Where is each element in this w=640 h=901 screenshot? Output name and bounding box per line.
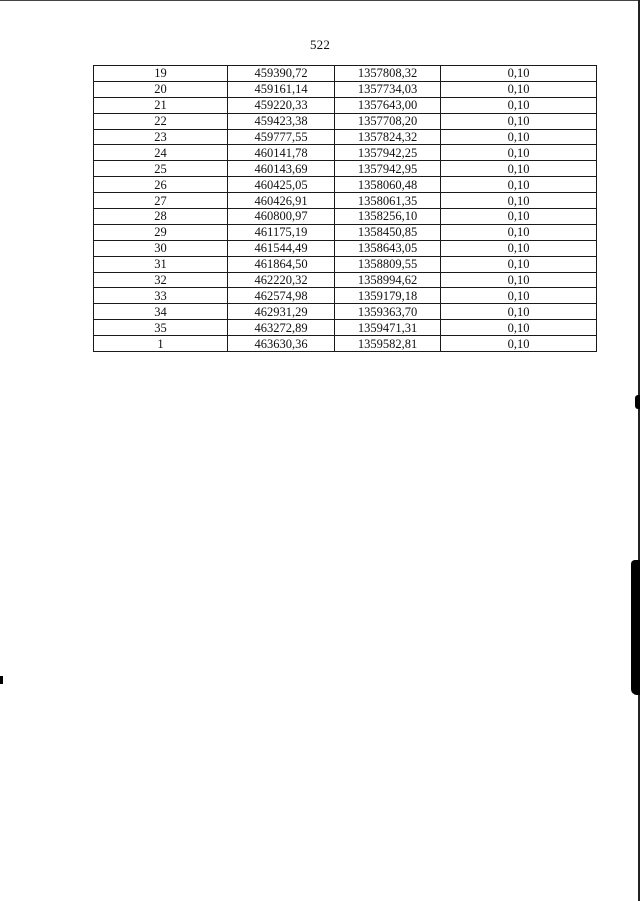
x-coordinate-cell: 459423,38 <box>228 113 335 129</box>
accuracy-cell: 0,10 <box>441 209 597 225</box>
table-row <box>94 288 597 304</box>
accuracy-cell: 0,10 <box>441 113 597 129</box>
table-row <box>94 320 597 336</box>
table-row <box>94 240 597 256</box>
accuracy-cell: 0,10 <box>441 177 597 193</box>
point-number-cell: 27 <box>94 193 228 209</box>
y-coordinate-cell: 1357824,32 <box>335 129 441 145</box>
y-coordinate-cell: 1358256,10 <box>335 209 441 225</box>
accuracy-cell: 0,10 <box>441 129 597 145</box>
point-number-cell: 33 <box>94 288 228 304</box>
table-row <box>94 193 597 209</box>
accuracy-cell: 0,10 <box>441 288 597 304</box>
y-coordinate-cell: 1359582,81 <box>335 336 441 352</box>
y-coordinate-cell: 1357708,20 <box>335 113 441 129</box>
y-coordinate-cell: 1357942,95 <box>335 161 441 177</box>
table-row <box>94 66 597 82</box>
x-coordinate-cell: 461544,49 <box>228 240 335 256</box>
point-number-cell: 31 <box>94 256 228 272</box>
point-number-cell: 26 <box>94 177 228 193</box>
page-number: 522 <box>309 37 331 52</box>
scan-artifact-blot <box>631 560 640 695</box>
point-number-cell: 20 <box>94 81 228 97</box>
table-row <box>94 256 597 272</box>
x-coordinate-cell: 461175,19 <box>228 224 335 240</box>
scan-artifact-left-mark <box>0 676 3 684</box>
point-number-cell: 35 <box>94 320 228 336</box>
accuracy-cell: 0,10 <box>441 336 597 352</box>
y-coordinate-cell: 1358809,55 <box>335 256 441 272</box>
accuracy-cell: 0,10 <box>441 66 597 82</box>
coordinates-table-body <box>94 66 597 352</box>
point-number-cell: 23 <box>94 129 228 145</box>
accuracy-cell: 0,10 <box>441 161 597 177</box>
point-number-cell: 21 <box>94 97 228 113</box>
accuracy-cell: 0,10 <box>441 97 597 113</box>
x-coordinate-cell: 462931,29 <box>228 304 335 320</box>
accuracy-cell: 0,10 <box>441 256 597 272</box>
x-coordinate-cell: 460425,05 <box>228 177 335 193</box>
table-row <box>94 81 597 97</box>
table-row <box>94 336 597 352</box>
point-number-cell: 19 <box>94 66 228 82</box>
x-coordinate-cell: 463630,36 <box>228 336 335 352</box>
x-coordinate-cell: 459220,33 <box>228 97 335 113</box>
y-coordinate-cell: 1357808,32 <box>335 66 441 82</box>
accuracy-cell: 0,10 <box>441 145 597 161</box>
x-coordinate-cell: 462574,98 <box>228 288 335 304</box>
y-coordinate-cell: 1357942,25 <box>335 145 441 161</box>
table-row <box>94 177 597 193</box>
y-coordinate-cell: 1358450,85 <box>335 224 441 240</box>
point-number-cell: 29 <box>94 224 228 240</box>
point-number-cell: 25 <box>94 161 228 177</box>
accuracy-cell: 0,10 <box>441 272 597 288</box>
point-number-cell: 30 <box>94 240 228 256</box>
y-coordinate-cell: 1357643,00 <box>335 97 441 113</box>
x-coordinate-cell: 460426,91 <box>228 193 335 209</box>
scan-artifact-mark <box>635 395 640 409</box>
coordinates-table <box>93 65 597 352</box>
y-coordinate-cell: 1358060,48 <box>335 177 441 193</box>
table-row <box>94 224 597 240</box>
x-coordinate-cell: 459390,72 <box>228 66 335 82</box>
accuracy-cell: 0,10 <box>441 320 597 336</box>
x-coordinate-cell: 462220,32 <box>228 272 335 288</box>
table-row <box>94 113 597 129</box>
table-row <box>94 209 597 225</box>
accuracy-cell: 0,10 <box>441 240 597 256</box>
point-number-cell: 32 <box>94 272 228 288</box>
x-coordinate-cell: 460143,69 <box>228 161 335 177</box>
y-coordinate-cell: 1358061,35 <box>335 193 441 209</box>
point-number-cell: 24 <box>94 145 228 161</box>
y-coordinate-cell: 1359363,70 <box>335 304 441 320</box>
table-row <box>94 272 597 288</box>
x-coordinate-cell: 463272,89 <box>228 320 335 336</box>
table-row <box>94 97 597 113</box>
y-coordinate-cell: 1359179,18 <box>335 288 441 304</box>
y-coordinate-cell: 1359471,31 <box>335 320 441 336</box>
x-coordinate-cell: 459161,14 <box>228 81 335 97</box>
x-coordinate-cell: 459777,55 <box>228 129 335 145</box>
accuracy-cell: 0,10 <box>441 224 597 240</box>
table-row <box>94 161 597 177</box>
x-coordinate-cell: 461864,50 <box>228 256 335 272</box>
point-number-cell: 34 <box>94 304 228 320</box>
point-number-cell: 22 <box>94 113 228 129</box>
y-coordinate-cell: 1358643,05 <box>335 240 441 256</box>
x-coordinate-cell: 460141,78 <box>228 145 335 161</box>
accuracy-cell: 0,10 <box>441 193 597 209</box>
x-coordinate-cell: 460800,97 <box>228 209 335 225</box>
accuracy-cell: 0,10 <box>441 81 597 97</box>
y-coordinate-cell: 1358994,62 <box>335 272 441 288</box>
table-row <box>94 145 597 161</box>
point-number-cell: 1 <box>94 336 228 352</box>
y-coordinate-cell: 1357734,03 <box>335 81 441 97</box>
accuracy-cell: 0,10 <box>441 304 597 320</box>
scan-top-border <box>0 0 640 1</box>
table-row <box>94 129 597 145</box>
point-number-cell: 28 <box>94 209 228 225</box>
table-row <box>94 304 597 320</box>
